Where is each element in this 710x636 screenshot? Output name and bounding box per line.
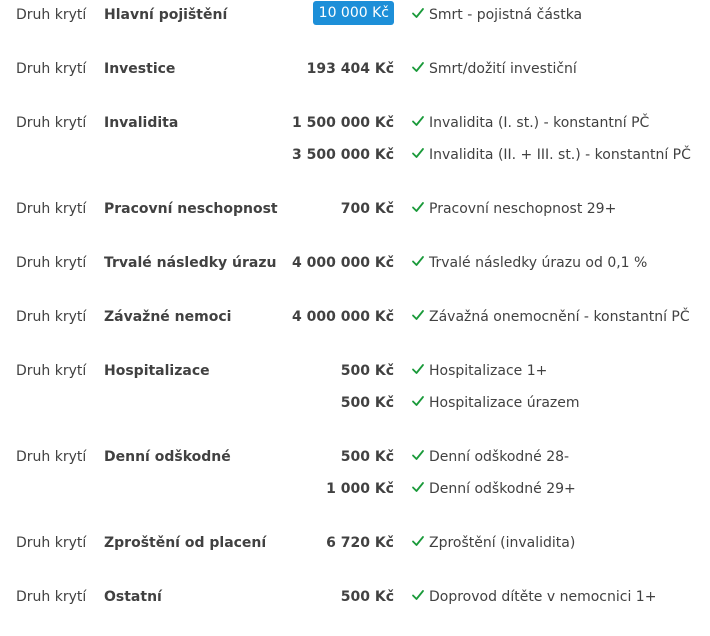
- coverage-amount: 1 500 000 Kč: [292, 115, 394, 131]
- coverage-description: Doprovod dítěte v nemocnici 1+: [429, 589, 657, 605]
- coverage-description: Denní odškodné 28-: [429, 449, 570, 465]
- check-icon: [411, 588, 425, 602]
- check-icon: [411, 448, 425, 462]
- check-icon: [411, 60, 425, 74]
- coverage-row: [0, 302, 710, 334]
- coverage-description: Smrt - pojistná částka: [429, 7, 583, 23]
- check-icon: [411, 534, 425, 548]
- coverage-group: [0, 108, 710, 172]
- coverage-row: [0, 388, 710, 420]
- coverage-row: [0, 442, 710, 474]
- coverage-amount: 500 Kč: [340, 589, 394, 605]
- check-icon: [411, 254, 425, 268]
- check-icon: [411, 394, 425, 408]
- check-icon: [411, 146, 425, 160]
- coverage-amount: 6 720 Kč: [326, 535, 394, 551]
- coverage-row: [0, 356, 710, 388]
- coverage-amount: 1 000 Kč: [326, 481, 394, 497]
- check-icon: [411, 362, 425, 376]
- coverage-description: Trvalé následky úrazu od 0,1 %: [429, 255, 648, 271]
- coverage-row: [0, 528, 710, 560]
- coverage-group: [0, 0, 710, 32]
- coverage-amount: 500 Kč: [340, 449, 394, 465]
- coverage-type-label: Druh krytí: [16, 61, 87, 77]
- coverage-group: [0, 442, 710, 506]
- check-icon: [411, 480, 425, 494]
- coverage-name: Zproštění od placení: [104, 535, 267, 551]
- coverage-group: [0, 302, 710, 334]
- coverage-group: [0, 356, 710, 420]
- coverage-group: [0, 194, 710, 226]
- coverage-type-label: Druh krytí: [16, 589, 87, 605]
- check-icon: [411, 6, 425, 20]
- coverage-row: [0, 0, 710, 32]
- coverage-amount: 4 000 000 Kč: [292, 255, 394, 271]
- sum-insured-input[interactable]: 10 000 Kč: [313, 1, 394, 25]
- coverage-name: Investice: [104, 61, 176, 77]
- coverage-type-label: Druh krytí: [16, 201, 87, 217]
- coverage-group: [0, 248, 710, 280]
- coverage-row: [0, 108, 710, 140]
- coverage-row: [0, 194, 710, 226]
- coverage-description: Denní odškodné 29+: [429, 481, 576, 497]
- coverage-row: [0, 54, 710, 86]
- coverage-amount: 193 404 Kč: [306, 61, 394, 77]
- coverage-name: Ostatní: [104, 589, 162, 605]
- coverage-amount: 500 Kč: [340, 363, 394, 379]
- coverage-amount: 3 500 000 Kč: [292, 147, 394, 163]
- coverage-description: Hospitalizace úrazem: [429, 395, 580, 411]
- coverage-description: Invalidita (II. + III. st.) - konstantní PČ: [429, 147, 691, 163]
- coverage-type-label: Druh krytí: [16, 255, 87, 271]
- coverage-description: Smrt/dožití investiční: [429, 61, 577, 77]
- check-icon: [411, 308, 425, 322]
- coverage-type-label: Druh krytí: [16, 449, 87, 465]
- coverage-name: Denní odškodné: [104, 449, 231, 465]
- coverage-type-label: Druh krytí: [16, 309, 87, 325]
- coverage-type-label: Druh krytí: [16, 363, 87, 379]
- check-icon: [411, 200, 425, 214]
- coverage-description: Invalidita (I. st.) - konstantní PČ: [429, 115, 650, 131]
- coverage-name: Hlavní pojištění: [104, 7, 228, 23]
- coverage-amount: 700 Kč: [340, 201, 394, 217]
- check-icon: [411, 114, 425, 128]
- coverage-group: [0, 54, 710, 86]
- coverage-name: Závažné nemoci: [104, 309, 232, 325]
- coverage-group: [0, 528, 710, 560]
- coverage-group: [0, 582, 710, 614]
- coverage-row: [0, 582, 710, 614]
- coverage-amount: 500 Kč: [340, 395, 394, 411]
- coverage-row: [0, 474, 710, 506]
- coverage-description: Pracovní neschopnost 29+: [429, 201, 617, 217]
- coverage-name: Hospitalizace: [104, 363, 210, 379]
- coverage-description: Zproštění (invalidita): [429, 535, 576, 551]
- coverage-row: [0, 248, 710, 280]
- coverage-type-label: Druh krytí: [16, 535, 87, 551]
- coverage-description: Hospitalizace 1+: [429, 363, 548, 379]
- coverage-name: Invalidita: [104, 115, 179, 131]
- coverage-row: [0, 140, 710, 172]
- coverage-amount: 4 000 000 Kč: [292, 309, 394, 325]
- coverage-description: Závažná onemocnění - konstantní PČ: [429, 309, 690, 325]
- coverage-name: Trvalé následky úrazu: [104, 255, 277, 271]
- coverage-type-label: Druh krytí: [16, 115, 87, 131]
- coverage-name: Pracovní neschopnost: [104, 201, 278, 217]
- coverage-type-label: Druh krytí: [16, 7, 87, 23]
